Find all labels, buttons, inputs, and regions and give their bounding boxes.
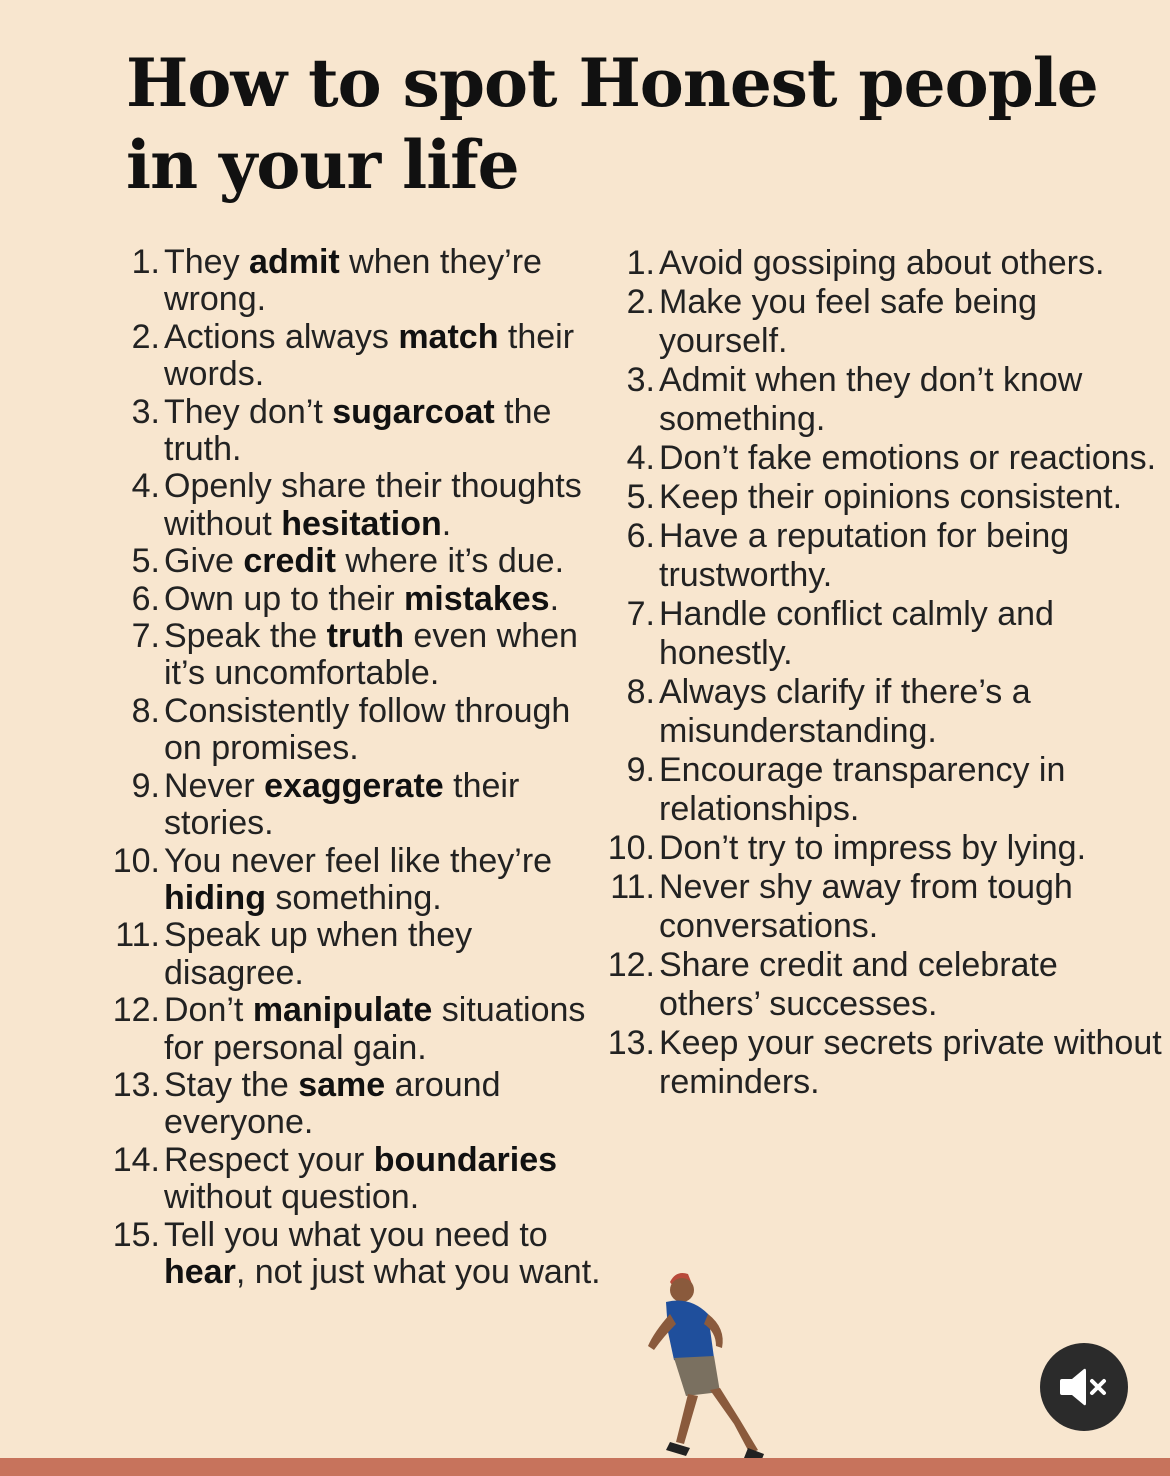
list-item-text: Make you feel safe being yourself. bbox=[659, 283, 1038, 360]
list-item-text: when they’re wrong. bbox=[164, 243, 542, 319]
list-item-text: around everyone. bbox=[164, 1065, 501, 1142]
emphasized-word: manipulate bbox=[252, 991, 433, 1030]
list-item-text: Don’t try to impress by lying. bbox=[659, 829, 1087, 867]
list-item-text: something. bbox=[265, 878, 442, 917]
running-track bbox=[0, 1458, 1170, 1476]
left-list-item bbox=[108, 992, 608, 1067]
list-item-number: 3. bbox=[131, 392, 160, 431]
list-item-text: They bbox=[164, 243, 250, 281]
list-item-number: 11. bbox=[115, 916, 160, 955]
list-item-number: 7. bbox=[626, 595, 655, 633]
left-list-item bbox=[108, 581, 608, 618]
list-item-number: 13. bbox=[607, 1024, 655, 1062]
list-item-text: where it’s due. bbox=[335, 542, 565, 581]
list-item-number: 6. bbox=[626, 517, 655, 555]
right-list-item bbox=[603, 439, 1163, 478]
list-item-text: Admit when they don’t know something. bbox=[659, 361, 1083, 438]
left-list-item bbox=[108, 1067, 608, 1142]
list-item-text: Don’t bbox=[164, 991, 253, 1030]
left-list-item bbox=[108, 917, 608, 992]
left-list-item bbox=[108, 1217, 608, 1292]
list-item-number: 1. bbox=[131, 243, 160, 281]
list-item-number: 13. bbox=[112, 1065, 160, 1104]
right-list-item bbox=[603, 1024, 1163, 1102]
list-item-number: 11. bbox=[610, 868, 655, 906]
left-list-item bbox=[108, 843, 608, 918]
list-item-text: Own up to their bbox=[164, 579, 405, 618]
list-item-number: 12. bbox=[112, 991, 160, 1030]
right-list-item bbox=[603, 868, 1163, 946]
right-list-item bbox=[603, 829, 1163, 868]
list-item-number: 5. bbox=[626, 478, 655, 516]
list-item-text: Never shy away from tough conversations. bbox=[659, 868, 1073, 945]
right-list-item bbox=[603, 517, 1163, 595]
emphasized-word: sugarcoat bbox=[332, 392, 495, 431]
list-item-number: 8. bbox=[626, 673, 655, 711]
list-item-number: 14. bbox=[112, 1140, 160, 1179]
list-item-text: even when it’s uncomfortable. bbox=[164, 617, 578, 693]
left-list-item bbox=[108, 693, 608, 768]
list-item-text: situations for personal gain. bbox=[164, 991, 586, 1067]
list-item-text: their words. bbox=[164, 317, 575, 394]
left-list-item bbox=[108, 618, 608, 693]
emphasized-word: hesitation bbox=[281, 504, 442, 543]
speaker-muted-icon bbox=[1058, 1365, 1110, 1409]
emphasized-word: exaggerate bbox=[264, 766, 444, 805]
list-item-text: Openly share their thoughts without bbox=[164, 467, 582, 543]
emphasized-word: same bbox=[298, 1065, 386, 1104]
list-item-number: 9. bbox=[626, 751, 655, 789]
right-list-item bbox=[603, 751, 1163, 829]
list-item-text: , not just what you want. bbox=[235, 1252, 601, 1291]
title-line-1: How to spot Honest people bbox=[126, 44, 1098, 122]
list-item-number: 7. bbox=[131, 617, 160, 656]
list-item-text: Don’t fake emotions or reactions. bbox=[659, 439, 1157, 477]
right-list-item bbox=[603, 595, 1163, 673]
list-item-text: Speak the bbox=[164, 617, 327, 656]
right-list-item bbox=[603, 673, 1163, 751]
left-list-item bbox=[108, 394, 608, 469]
list-item-number: 5. bbox=[131, 542, 160, 581]
list-item-text: Give bbox=[164, 542, 244, 581]
list-item-text: They don’t bbox=[164, 392, 333, 431]
list-item-number: 4. bbox=[626, 439, 655, 477]
list-item-text: Never bbox=[164, 766, 265, 805]
list-item-text: Encourage transparency in relationships. bbox=[659, 751, 1066, 828]
title-line-2: in your life bbox=[126, 126, 519, 204]
list-item-text: Keep their opinions consistent. bbox=[659, 478, 1123, 516]
emphasized-word: credit bbox=[243, 542, 336, 581]
list-item-text: Respect your bbox=[164, 1140, 374, 1179]
emphasized-word: mistakes bbox=[404, 579, 550, 618]
right-list-item bbox=[603, 283, 1163, 361]
list-item-number: 9. bbox=[131, 766, 160, 805]
emphasized-word: truth bbox=[326, 617, 404, 656]
left-list-item bbox=[108, 768, 608, 843]
list-item-number: 3. bbox=[626, 361, 655, 399]
emphasized-word: admit bbox=[249, 243, 340, 281]
emphasized-word: hear bbox=[164, 1252, 236, 1291]
right-list-item bbox=[603, 244, 1163, 283]
honest-habits-list bbox=[603, 244, 1163, 1102]
left-list-item bbox=[108, 1142, 608, 1217]
honest-traits-list bbox=[108, 244, 608, 1291]
list-item-text: Actions always bbox=[164, 317, 399, 356]
left-list-item bbox=[108, 543, 608, 580]
list-item-number: 6. bbox=[131, 579, 160, 618]
emphasized-word: match bbox=[398, 317, 499, 356]
list-item-text: Keep your secrets private without reminders. bbox=[659, 1024, 1162, 1101]
list-item-number: 12. bbox=[607, 946, 655, 984]
right-list-item bbox=[603, 361, 1163, 439]
right-list-item bbox=[603, 946, 1163, 1024]
list-item-text: Stay the bbox=[164, 1065, 299, 1104]
list-item-text: . bbox=[441, 504, 452, 543]
list-item-number: 10. bbox=[112, 841, 160, 880]
list-item-text: Avoid gossiping about others. bbox=[659, 244, 1105, 282]
emphasized-word: boundaries bbox=[373, 1140, 558, 1179]
list-item-text: Speak up when they disagree. bbox=[164, 916, 473, 992]
list-item-number: 4. bbox=[131, 467, 160, 506]
mute-toggle-button[interactable] bbox=[1040, 1343, 1128, 1431]
page-title bbox=[126, 42, 1126, 206]
left-list-item bbox=[108, 244, 608, 319]
runner-illustration bbox=[630, 1262, 780, 1474]
left-list-item bbox=[108, 468, 608, 543]
list-item-number: 1. bbox=[626, 244, 655, 282]
left-list-item bbox=[108, 319, 608, 394]
list-item-text: Share credit and celebrate others’ successes. bbox=[659, 946, 1058, 1023]
list-item-text: Tell you what you need to bbox=[164, 1215, 548, 1254]
list-item-text: without question. bbox=[164, 1178, 420, 1217]
list-item-text: . bbox=[549, 579, 560, 618]
list-item-number: 10. bbox=[607, 829, 655, 867]
list-item-number: 8. bbox=[131, 691, 160, 730]
right-list-item bbox=[603, 478, 1163, 517]
list-item-number: 2. bbox=[131, 317, 160, 356]
list-item-text: Always clarify if there’s a misunderstanding. bbox=[659, 673, 1031, 750]
list-item-text: the truth. bbox=[164, 392, 552, 469]
list-item-text: Have a reputation for being trustworthy. bbox=[659, 517, 1070, 594]
list-item-number: 15. bbox=[112, 1215, 160, 1254]
emphasized-word: hiding bbox=[164, 878, 266, 917]
list-item-text: Handle conflict calmly and honestly. bbox=[659, 595, 1054, 672]
list-item-text: their stories. bbox=[164, 766, 520, 843]
list-item-text: You never feel like they’re bbox=[164, 841, 553, 880]
list-item-text: Consistently follow through on promises. bbox=[164, 691, 571, 768]
list-item-number: 2. bbox=[626, 283, 655, 321]
